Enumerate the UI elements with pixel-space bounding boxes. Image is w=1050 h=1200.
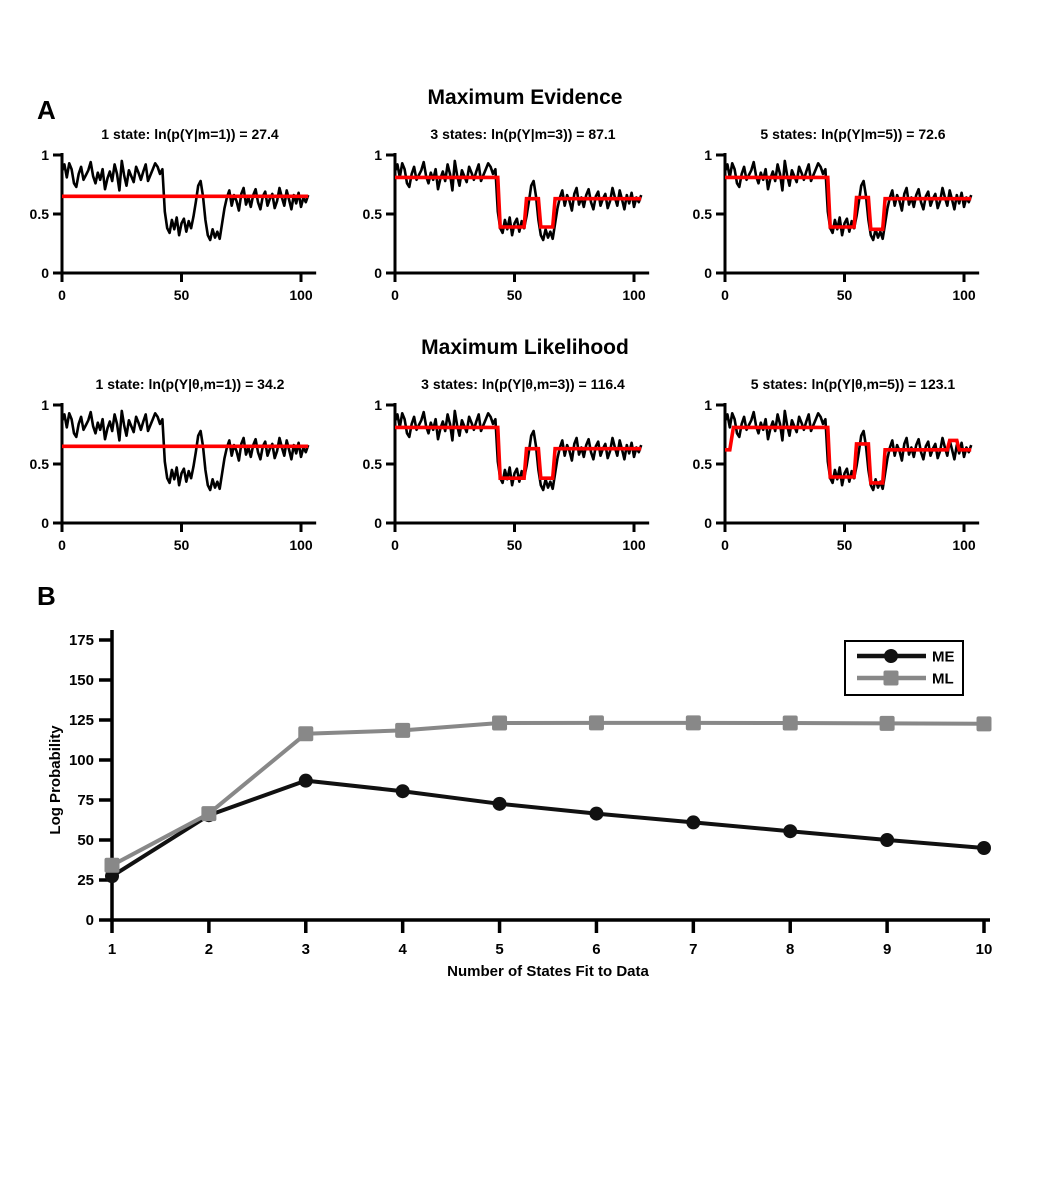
ml-marker — [589, 715, 604, 730]
subplot-canvas-5states-ml — [693, 393, 1013, 557]
x-tick-label: 0 — [391, 287, 399, 303]
x-tick-label: 100 — [289, 287, 313, 303]
y-tick-label: 0 — [374, 515, 382, 531]
x-tick-label: 8 — [786, 941, 795, 958]
x-tick-label: 9 — [882, 941, 892, 958]
y-tick-label: 175 — [68, 632, 94, 649]
y-tick-label: 0 — [704, 515, 712, 531]
subplot-title-5states-ml: 5 states: ln(p(Y|θ,m=5)) = 123.1 — [750, 376, 956, 392]
legend-marker-ml — [884, 671, 899, 686]
subplot-5states-me — [693, 126, 1013, 307]
me-marker — [299, 774, 313, 788]
subplot-3states-me — [363, 126, 683, 307]
row-title-maximum-evidence: Maximum Evidence — [427, 86, 623, 109]
y-tick-label: 1 — [704, 147, 712, 163]
x-tick-label: 100 — [952, 537, 976, 553]
x-tick-label: 5 — [495, 941, 504, 958]
ml-line — [112, 723, 984, 865]
ml-marker — [880, 716, 895, 731]
subplot-canvas-3states-ml — [363, 393, 683, 557]
subplot-1state-me — [30, 126, 350, 307]
subplot-canvas-3states-me — [363, 143, 683, 307]
subplot-title-1state-ml: 1 state: ln(p(Y|θ,m=1)) = 34.2 — [95, 376, 285, 392]
data-trace — [62, 411, 308, 490]
y-tick-label: 0.5 — [693, 456, 712, 472]
x-tick-label: 50 — [836, 537, 853, 553]
ml-marker — [201, 806, 216, 821]
me-marker — [880, 833, 894, 847]
ml-marker — [783, 716, 798, 731]
x-tick-label: 0 — [58, 287, 66, 303]
y-tick-label: 1 — [704, 397, 712, 413]
me-marker — [783, 824, 797, 838]
me-marker — [493, 797, 507, 811]
x-tick-label: 6 — [592, 941, 601, 958]
ml-marker — [977, 716, 992, 731]
y-tick-label: 125 — [68, 712, 94, 729]
x-tick-label: 0 — [721, 537, 729, 553]
ml-marker — [298, 726, 313, 741]
x-tick-label: 0 — [391, 537, 399, 553]
x-tick-label: 1 — [107, 941, 117, 958]
panel-b-label: B — [37, 581, 56, 611]
legend-marker-me — [884, 649, 898, 663]
subplot-title-3states-me: 3 states: ln(p(Y|m=3)) = 87.1 — [430, 126, 616, 142]
y-tick-label: 25 — [77, 872, 94, 889]
y-tick-label: 0 — [41, 265, 49, 281]
y-tick-label: 75 — [77, 792, 94, 809]
subplot-3states-ml — [363, 376, 683, 557]
legend — [845, 641, 963, 695]
x-tick-label: 100 — [622, 287, 646, 303]
legend-label-ml: ML — [932, 670, 954, 688]
y-tick-label: 0.5 — [693, 206, 712, 222]
subplot-row-maximum-likelihood — [0, 376, 1050, 596]
subplot-title-5states-me: 5 states: ln(p(Y|m=5)) = 72.6 — [760, 126, 946, 142]
x-tick-label: 100 — [952, 287, 976, 303]
subplot-canvas-1state-ml — [30, 393, 350, 557]
x-axis-label: Number of States Fit to Data — [447, 963, 649, 980]
x-tick-label: 7 — [689, 941, 698, 958]
x-tick-label: 2 — [204, 941, 214, 958]
subplot-5states-ml — [693, 376, 1013, 557]
y-tick-label: 0 — [704, 265, 712, 281]
subplot-title-1state-me: 1 state: ln(p(Y|m=1)) = 27.4 — [101, 126, 279, 142]
x-tick-label: 0 — [58, 537, 66, 553]
x-tick-label: 50 — [506, 287, 523, 303]
y-tick-label: 0 — [41, 515, 49, 531]
x-tick-label: 50 — [836, 287, 853, 303]
subplot-1state-ml — [30, 376, 350, 557]
me-marker — [589, 807, 603, 821]
me-marker — [977, 841, 991, 855]
y-tick-label: 0 — [85, 912, 94, 929]
me-line — [112, 781, 984, 877]
y-tick-label: 1 — [41, 397, 49, 413]
log-probability-canvas — [0, 588, 1050, 1008]
y-tick-label: 50 — [77, 832, 94, 849]
log-probability-chart — [0, 588, 1050, 1008]
ml-marker — [492, 716, 507, 731]
subplot-canvas-1state-me — [30, 143, 350, 307]
x-tick-label: 50 — [506, 537, 523, 553]
subplot-title-3states-ml: 3 states: ln(p(Y|θ,m=3)) = 116.4 — [421, 376, 625, 392]
subplot-row-maximum-evidence — [0, 126, 1050, 346]
x-tick-label: 50 — [173, 537, 190, 553]
legend-label-me: ME — [932, 648, 955, 666]
panel-a-label: A — [37, 95, 56, 125]
me-marker — [686, 815, 700, 829]
ml-marker — [105, 858, 120, 873]
x-tick-label: 50 — [173, 287, 190, 303]
y-tick-label: 0.5 — [30, 456, 49, 472]
y-tick-label: 0.5 — [363, 206, 382, 222]
x-tick-label: 100 — [622, 537, 646, 553]
y-tick-label: 1 — [41, 147, 49, 163]
x-tick-label: 10 — [975, 941, 993, 958]
x-tick-label: 0 — [721, 287, 729, 303]
y-axis-label: Log Probability — [47, 725, 64, 835]
y-tick-label: 0.5 — [363, 456, 382, 472]
data-trace — [62, 161, 308, 240]
row-title-maximum-likelihood: Maximum Likelihood — [421, 336, 629, 359]
y-tick-label: 100 — [68, 752, 94, 769]
y-tick-label: 0 — [374, 265, 382, 281]
y-tick-label: 1 — [374, 147, 382, 163]
subplot-canvas-5states-me — [693, 143, 1013, 307]
y-tick-label: 0.5 — [30, 206, 49, 222]
ml-marker — [686, 715, 701, 730]
ml-marker — [395, 723, 410, 738]
x-tick-label: 3 — [301, 941, 310, 958]
y-tick-label: 1 — [374, 397, 382, 413]
x-tick-label: 4 — [398, 941, 407, 958]
me-marker — [396, 784, 410, 798]
x-tick-label: 100 — [289, 537, 313, 553]
y-tick-label: 150 — [68, 672, 94, 689]
ml-series — [105, 715, 992, 872]
